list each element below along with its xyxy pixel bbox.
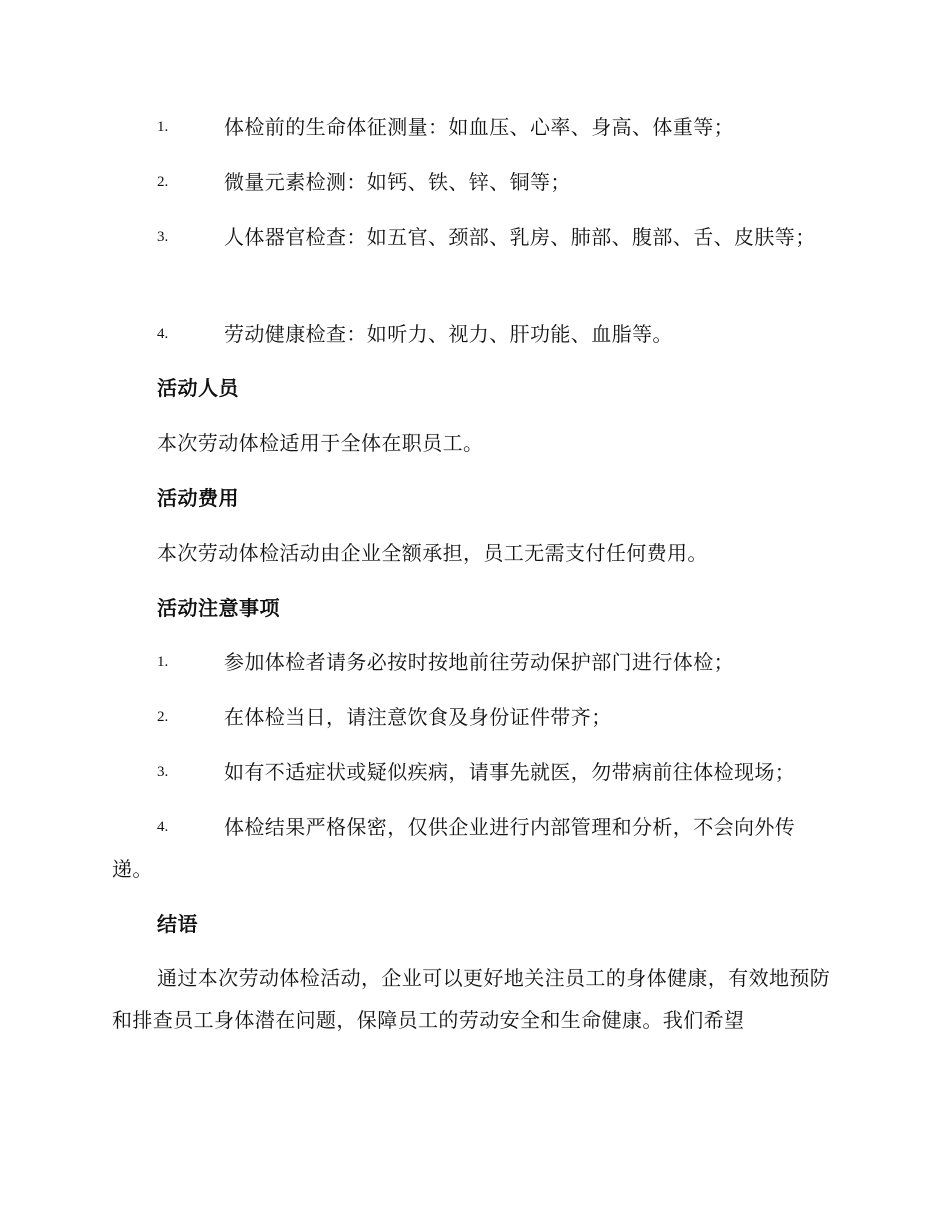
section-heading-personnel: 活动人员 xyxy=(157,376,239,400)
section-paragraph-personnel: 本次劳动体检适用于全体在职员工。 xyxy=(157,431,484,455)
list-item-number: 4. xyxy=(157,326,169,342)
list-item-text: 劳动健康检查：如听力、视力、肝功能、血脂等。 xyxy=(224,322,673,346)
list-item-text: 体检前的生命体征测量：如血压、心率、身高、体重等； xyxy=(224,115,734,139)
list-item-number: 2. xyxy=(157,709,169,725)
list-item-number: 1. xyxy=(157,119,169,135)
section-heading-conclusion: 结语 xyxy=(157,912,198,936)
list-item-text: 在体检当日，请注意饮食及身份证件带齐； xyxy=(224,705,612,729)
list-item-text: 如有不适症状或疑似疾病，请事先就医，勿带病前往体检现场； xyxy=(224,760,796,784)
list-item-number: 1. xyxy=(157,654,169,670)
list-item-text: 人体器官检查：如五官、颈部、乳房、肺部、腹部、舌、皮肤等； xyxy=(224,225,816,249)
section-heading-cost: 活动费用 xyxy=(157,486,239,510)
list-item xyxy=(112,313,832,355)
list-item xyxy=(112,696,832,738)
list-item xyxy=(112,216,832,258)
list-item-text: 参加体检者请务必按时按地前往劳动保护部门进行体检； xyxy=(224,650,734,674)
list-item-text: 体检结果严格保密，仅供企业进行内部管理和分析，不会向外传递。 xyxy=(112,815,796,881)
list-item-number: 3. xyxy=(157,229,169,245)
list-item-number: 2. xyxy=(157,174,169,190)
section-heading-notes: 活动注意事项 xyxy=(157,596,280,620)
list-item xyxy=(112,751,832,793)
list-item xyxy=(112,641,832,683)
list-item xyxy=(112,161,832,203)
list-item-number: 4. xyxy=(157,819,169,835)
list-item xyxy=(112,106,832,148)
section-paragraph-conclusion: 通过本次劳动体检活动，企业可以更好地关注员工的身体健康，有效地预防和排查员工身体潜在问题，保障员工的劳动安全和生命健康。我们希望 xyxy=(112,966,831,1032)
section-paragraph-cost: 本次劳动体检活动由企业全额承担，员工无需支付任何费用。 xyxy=(157,541,708,565)
list-item-text: 微量元素检测：如钙、铁、锌、铜等； xyxy=(224,170,571,194)
list-item xyxy=(112,806,832,890)
list-item-number: 3. xyxy=(157,764,169,780)
